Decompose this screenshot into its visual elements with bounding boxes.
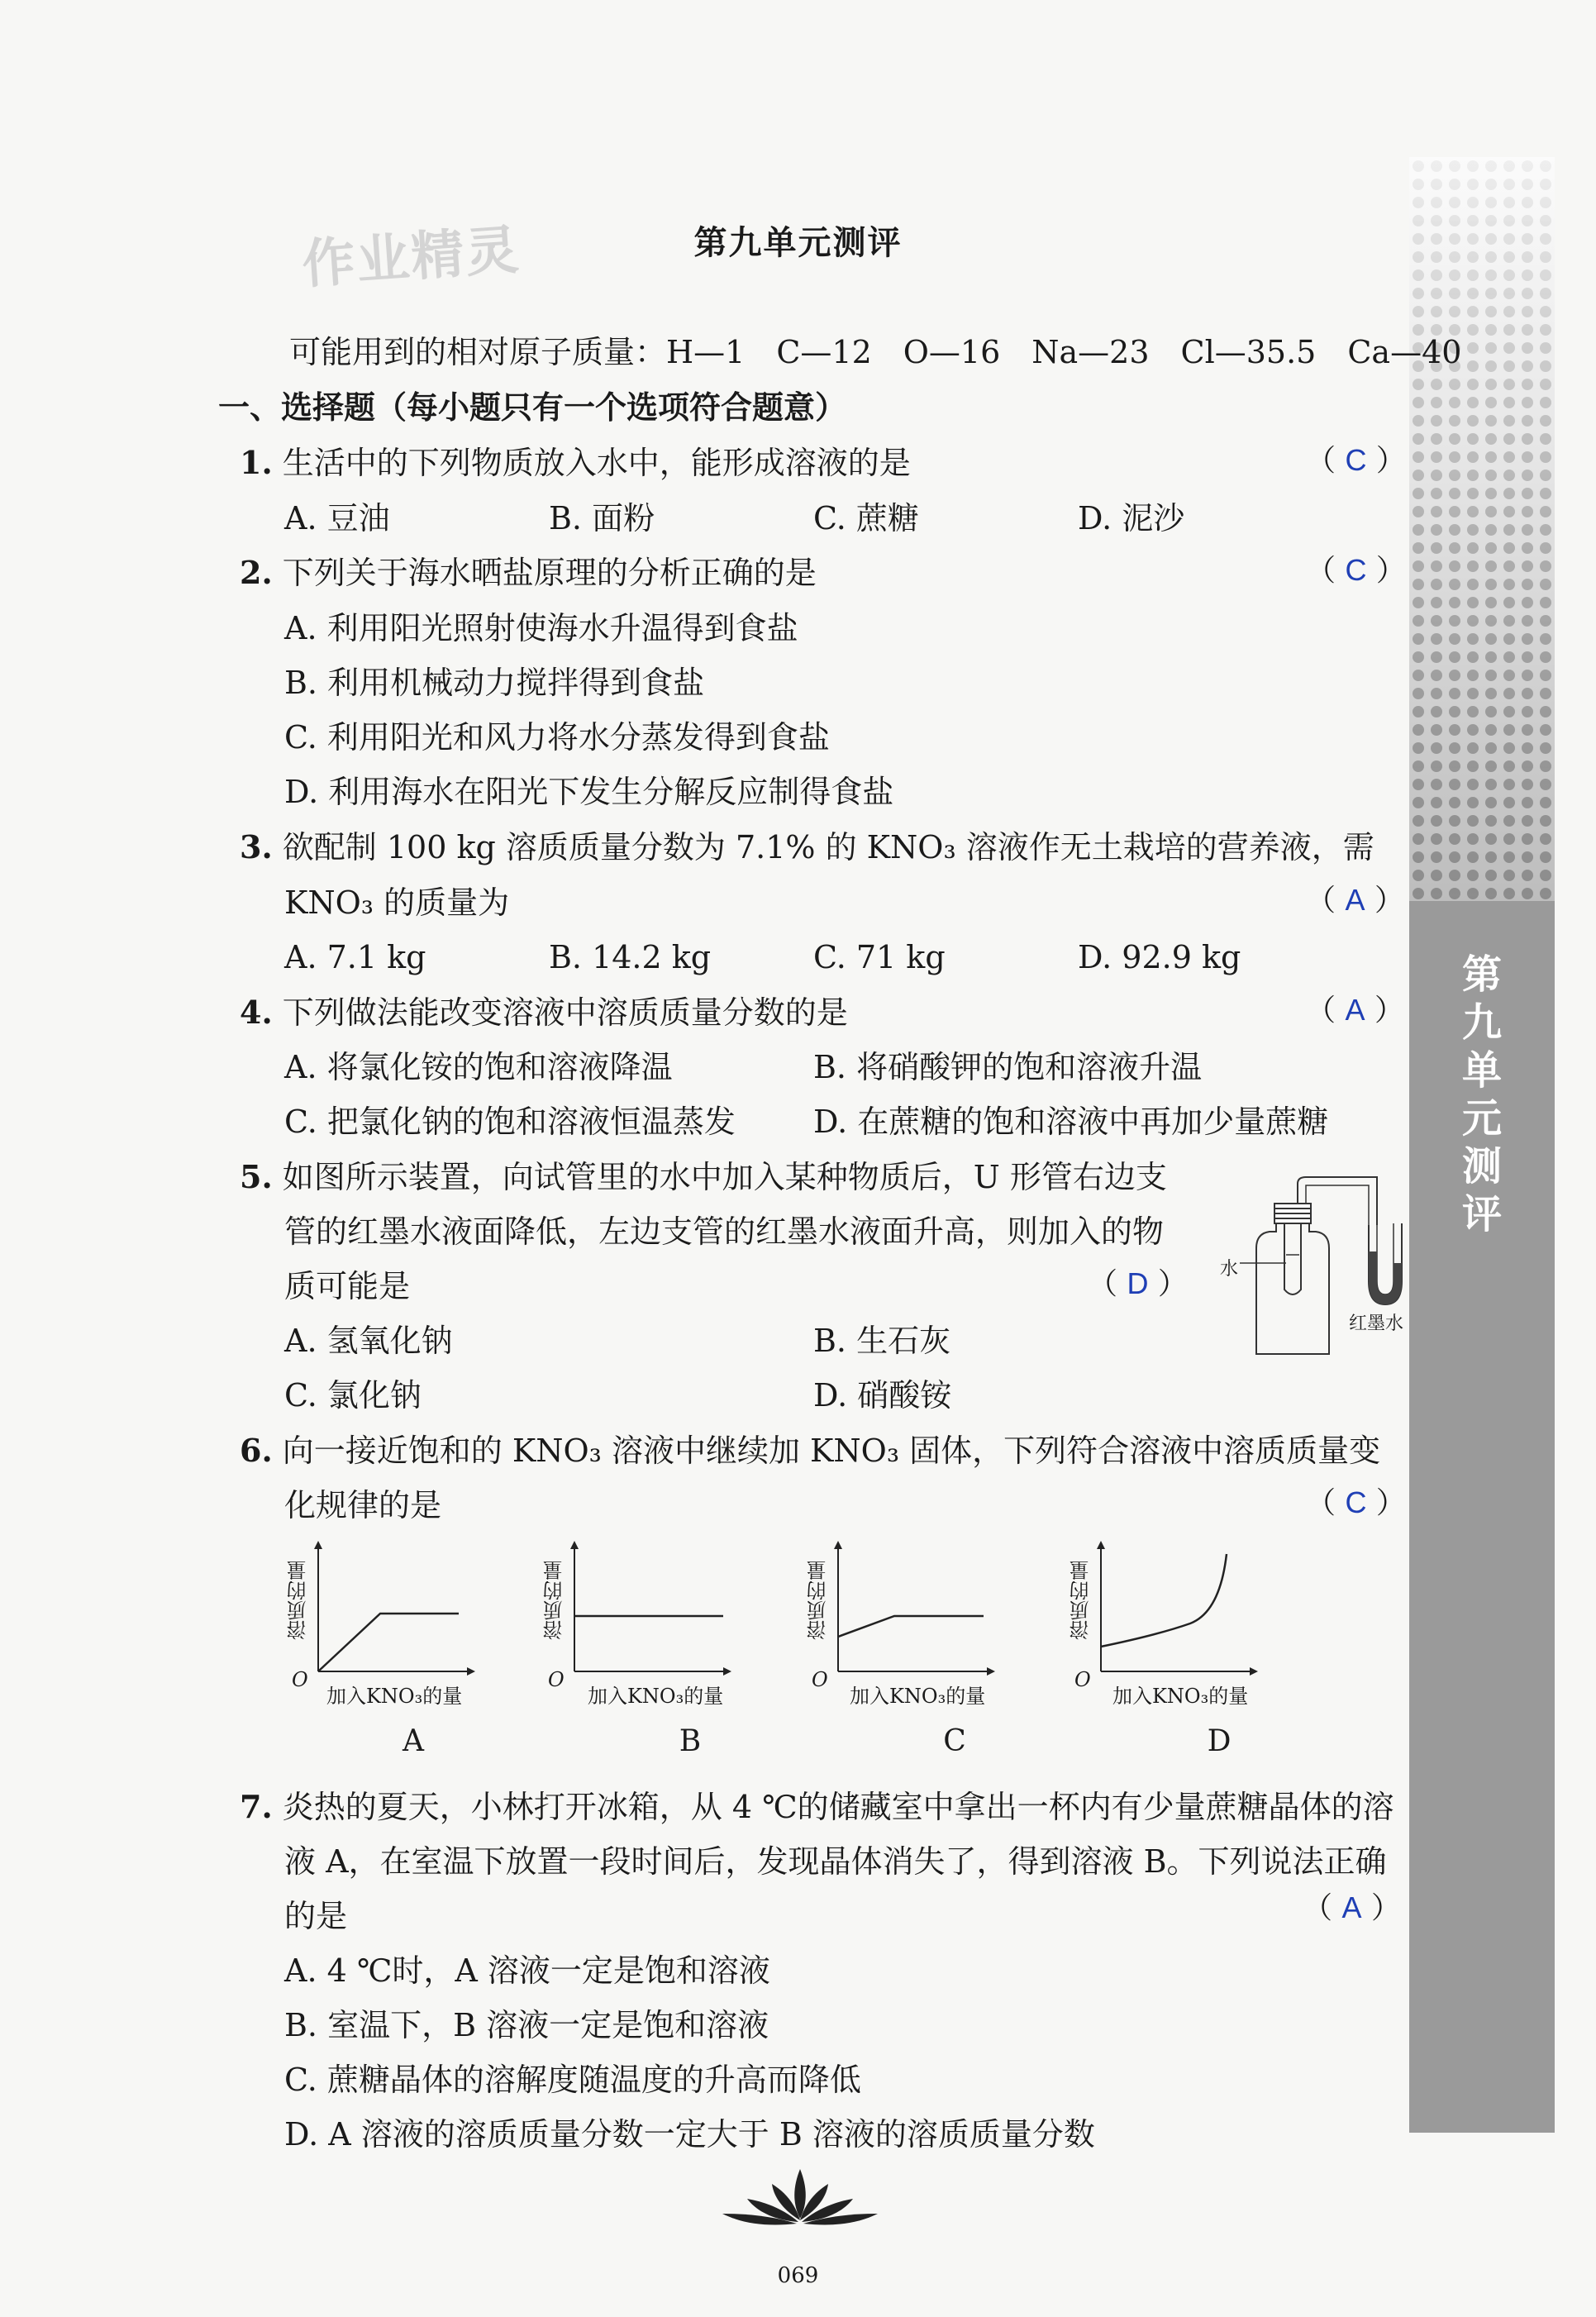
q5-stem [240, 1158, 1167, 1195]
q7-answer-box [1303, 1890, 1401, 1925]
page-title: 第九单元测评 [693, 223, 903, 262]
chart-c-xlabel: 加入KNO₃的量 [850, 1685, 986, 1708]
atomic-masses: 可能用到的相对原子质量：H—1 C—12 O—16 Na—23 Cl—35.5 Ca—40 [289, 334, 1462, 370]
side-tab-char: 评 [1461, 1191, 1502, 1237]
q4-stem [240, 994, 848, 1031]
q3-answer-box [1306, 885, 1404, 916]
footer-ornament-icon [717, 2161, 883, 2235]
side-tab-pattern [1409, 157, 1555, 901]
paren-close: ） [1370, 1891, 1401, 1925]
paren-close: ） [1157, 1267, 1188, 1301]
q3-text-2: KNO₃ 的质量为 [284, 884, 510, 921]
q1-answer: C [1345, 443, 1367, 477]
q2-option-b: B. 利用机械动力搅拌得到食盐 [284, 665, 705, 701]
side-tab-char: 第 [1461, 951, 1502, 998]
paren-close: ） [1375, 444, 1406, 478]
q1-text: 生活中的下列物质放入水中，能形成溶液的是 [282, 445, 911, 481]
chart-a-origin: O [292, 1668, 308, 1691]
q4-option-a: A. 将氯化铵的饱和溶液降温 [284, 1049, 673, 1085]
side-tab-char: 测 [1461, 1143, 1502, 1189]
q7-option-d: D. A 溶液的溶质质量分数一定大于 B 溶液的溶质质量分数 [284, 2116, 1095, 2153]
chart-a-letter: A [403, 1724, 424, 1758]
chart-c-plot [795, 1538, 1043, 1695]
q7-option-c: C. 蔗糖晶体的溶解度随温度的升高而降低 [284, 2062, 861, 2098]
q6-answer-box [1306, 1485, 1406, 1520]
q2-option-d: D. 利用海水在阳光下发生分解反应制得食盐 [284, 774, 894, 810]
paren-close: ） [1375, 1486, 1406, 1520]
q6-chart-b [533, 1538, 781, 1719]
q4-answer-box [1306, 995, 1404, 1026]
paren-open: （ [1303, 1891, 1333, 1925]
q6-stem [240, 1432, 1381, 1469]
q2-answer-box [1306, 555, 1406, 586]
side-tab-title [1409, 951, 1555, 1238]
side-tab-char: 元 [1461, 1095, 1502, 1142]
q7-text-1: 炎热的夏天，小林打开冰箱，从 4 ℃的储藏室中拿出一杯内有少量蔗糖晶体的溶 [282, 1789, 1394, 1825]
q5-answer-box [1088, 1266, 1188, 1301]
q5-text-2: 管的红墨水液面降低，左边支管的红墨水液面升高，则加入的物 [284, 1213, 1165, 1250]
q6-number: 6. [240, 1432, 273, 1469]
q1-option-d: D. 泥沙 [1078, 500, 1185, 536]
q4-answer: A [1345, 993, 1365, 1027]
q5-answer: D [1127, 1266, 1149, 1300]
paren-open: （ [1306, 1486, 1336, 1520]
chart-a-ylabel: 溶质的量 [287, 1561, 310, 1640]
q3-text-1: 欲配制 100 kg 溶质质量分数为 7.1% 的 KNO₃ 溶液作无土栽培的营养液，需 [282, 829, 1374, 865]
chart-d-ylabel: 溶质的量 [1070, 1561, 1093, 1640]
q5-text-3: 质可能是 [284, 1268, 411, 1304]
q6-chart-d [1058, 1538, 1306, 1719]
q4-text: 下列做法能改变溶液中溶质质量分数的是 [282, 994, 848, 1031]
q5-text-1: 如图所示装置，向试管里的水中加入某种物质后，U 形管右边支 [282, 1159, 1167, 1195]
q1-option-c: C. 蔗糖 [813, 500, 919, 536]
q1-number: 1. [240, 444, 273, 481]
q6-chart-c [795, 1538, 1043, 1719]
q1-option-a: A. 豆油 [284, 500, 390, 536]
chart-a-xlabel: 加入KNO₃的量 [326, 1685, 463, 1708]
section-header: 一、选择题（每小题只有一个选项符合题意） [218, 389, 847, 426]
q7-answer: A [1341, 1890, 1362, 1924]
q5-option-c: C. 氯化钠 [284, 1377, 422, 1414]
q5-label-water: 水 [1220, 1258, 1239, 1279]
q6-text-1: 向一接近饱和的 KNO₃ 溶液中继续加 KNO₃ 固体，下列符合溶液中溶质质量变 [282, 1433, 1381, 1469]
q1-option-b: B. 面粉 [549, 500, 655, 536]
q1-stem [240, 444, 911, 481]
paren-open: （ [1306, 554, 1336, 588]
chart-b-xlabel: 加入KNO₃的量 [588, 1685, 724, 1708]
q6-chart-a [269, 1538, 517, 1719]
chart-c-letter: C [943, 1724, 966, 1758]
watermark-logo: 作业精灵 [300, 219, 522, 297]
paren-close: ） [1374, 884, 1404, 918]
q3-option-b: B. 14.2 kg [549, 939, 712, 975]
side-tab-char: 单 [1461, 1047, 1502, 1094]
paren-close: ） [1375, 554, 1406, 588]
q3-option-a: A. 7.1 kg [284, 939, 426, 975]
q7-stem [240, 1788, 1394, 1825]
q2-option-c: C. 利用阳光和风力将水分蒸发得到食盐 [284, 719, 830, 756]
q2-option-a: A. 利用阳光照射使海水升温得到食盐 [284, 610, 798, 646]
side-tab-char: 九 [1461, 999, 1502, 1046]
q4-number: 4. [240, 994, 273, 1031]
q7-text-2: 液 A，在室温下放置一段时间后，发现晶体消失了，得到溶液 B。下列说法正确 [284, 1843, 1387, 1880]
q5-label-ink: 红墨水 [1349, 1313, 1404, 1333]
chart-c-origin: O [812, 1668, 828, 1691]
q6-text-2: 化规律的是 [284, 1487, 442, 1523]
q2-answer: C [1345, 553, 1367, 587]
q5-number: 5. [240, 1158, 273, 1195]
chart-d-origin: O [1074, 1668, 1091, 1691]
paren-open: （ [1306, 444, 1336, 478]
q7-option-a: A. 4 ℃时，A 溶液一定是饱和溶液 [284, 1952, 770, 1989]
q5-option-d: D. 硝酸铵 [813, 1377, 952, 1414]
q2-number: 2. [240, 554, 273, 591]
chart-d-letter: D [1207, 1724, 1232, 1758]
paren-close: ） [1374, 994, 1404, 1027]
q4-option-b: B. 将硝酸钾的饱和溶液升温 [813, 1049, 1203, 1085]
q5-option-a: A. 氢氧化钠 [284, 1323, 453, 1359]
chart-b-plot [533, 1538, 781, 1695]
chart-b-origin: O [548, 1668, 565, 1691]
q7-option-b: B. 室温下，B 溶液一定是饱和溶液 [284, 2007, 769, 2043]
q2-text: 下列关于海水晒盐原理的分析正确的是 [282, 555, 817, 591]
q6-answer: C [1345, 1485, 1367, 1519]
q3-number: 3. [240, 828, 273, 865]
q4-option-d: D. 在蔗糖的饱和溶液中再加少量蔗糖 [813, 1104, 1329, 1140]
chart-d-plot [1058, 1538, 1306, 1695]
q7-text-3: 的是 [284, 1898, 348, 1934]
q7-number: 7. [240, 1788, 273, 1825]
q5-option-b: B. 生石灰 [813, 1323, 951, 1359]
q2-stem [240, 554, 817, 591]
page-number: 069 [777, 2263, 819, 2288]
chart-c-ylabel: 溶质的量 [807, 1561, 830, 1640]
q4-option-c: C. 把氯化钠的饱和溶液恒温蒸发 [284, 1104, 736, 1140]
chart-d-xlabel: 加入KNO₃的量 [1112, 1685, 1249, 1708]
chart-b-ylabel: 溶质的量 [543, 1561, 566, 1640]
side-tab [1409, 157, 1555, 2133]
q3-stem [240, 828, 1374, 865]
paren-open: （ [1088, 1267, 1118, 1301]
q3-option-c: C. 71 kg [813, 939, 946, 975]
dot-pattern [1409, 157, 1555, 901]
q3-option-d: D. 92.9 kg [1078, 939, 1241, 975]
q3-answer: A [1345, 883, 1365, 917]
paren-open: （ [1306, 994, 1336, 1027]
q1-answer-box [1306, 443, 1406, 478]
paren-open: （ [1306, 884, 1336, 918]
chart-b-letter: B [679, 1724, 702, 1758]
